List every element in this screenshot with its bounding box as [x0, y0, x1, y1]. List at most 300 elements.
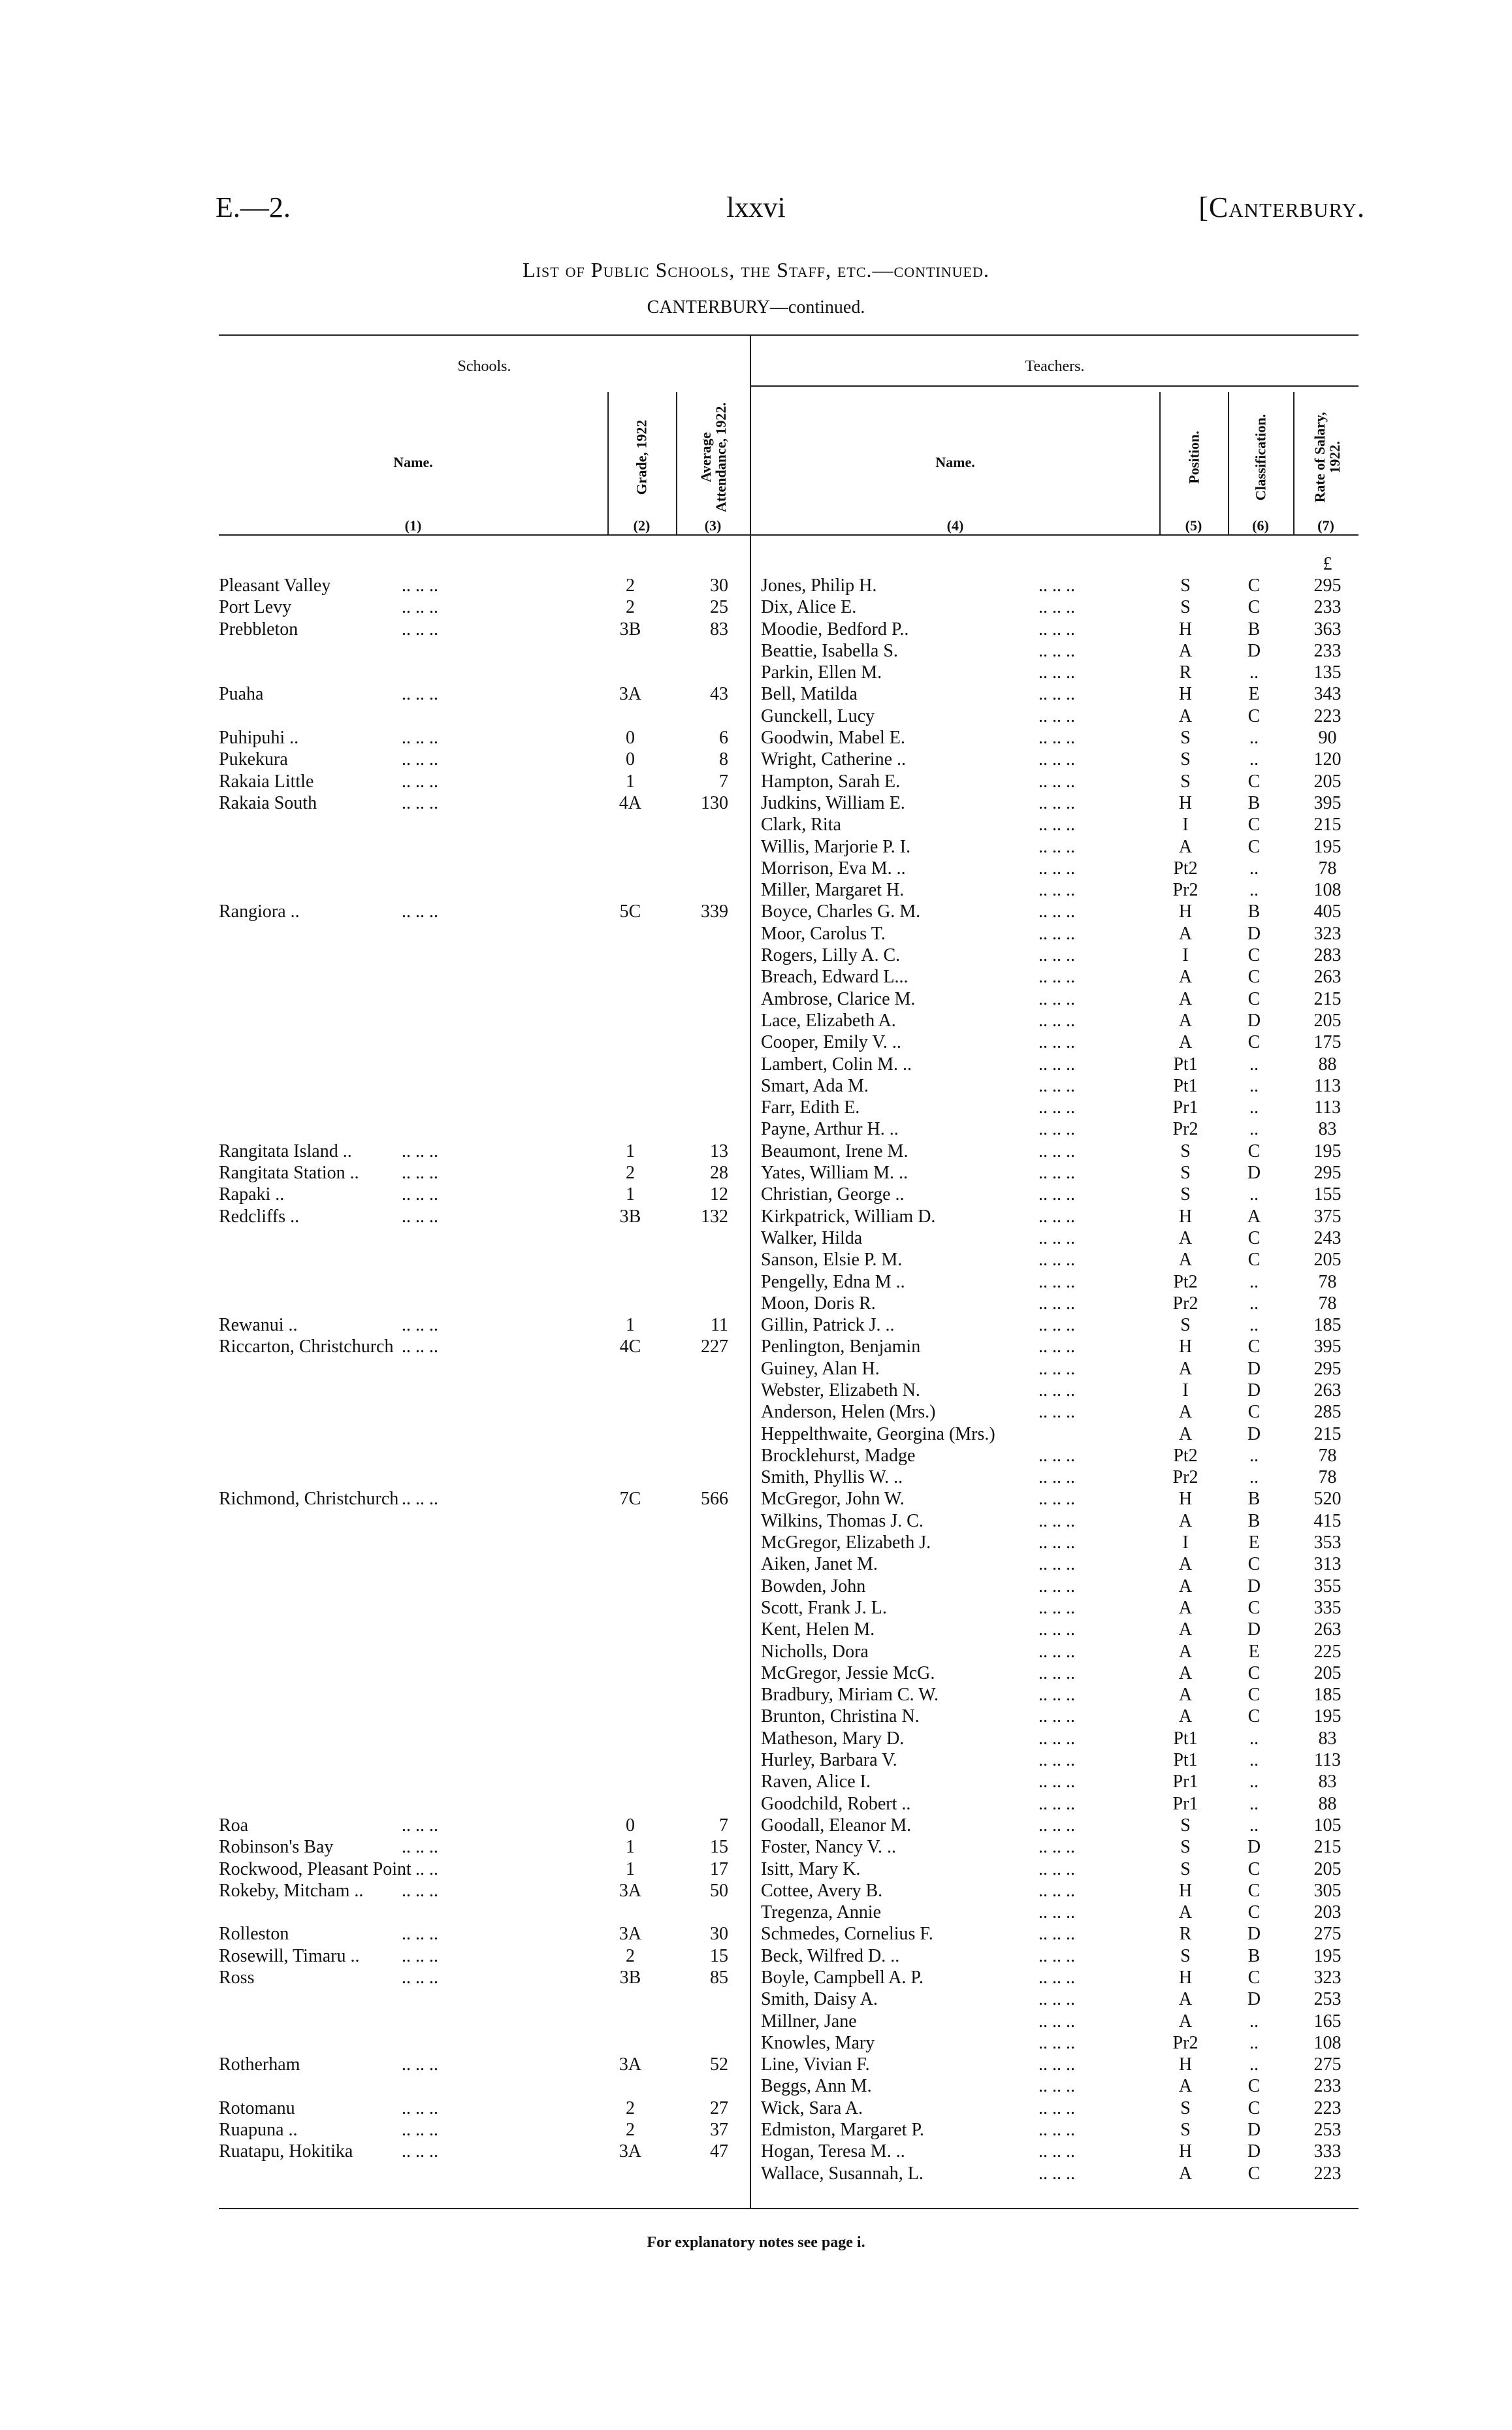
teacher-name: Brocklehurst, Madge	[761, 1445, 916, 1466]
grade: 4A	[619, 792, 642, 813]
grade: 1	[626, 1184, 635, 1205]
classification: C	[1247, 1032, 1261, 1053]
grade: 2	[626, 1163, 635, 1184]
teacher-name: Schmedes, Cornelius F.	[761, 1924, 933, 1945]
position: S	[1180, 728, 1191, 749]
classification: B	[1247, 619, 1261, 640]
position: A	[1178, 1662, 1193, 1683]
leader-dots: .. .. ..	[402, 728, 438, 749]
school-name: Rosewill, Timaru ..	[219, 1945, 360, 1966]
leader-dots: .. .. ..	[1038, 1336, 1075, 1357]
teacher-name: Penlington, Benjamin	[761, 1336, 921, 1357]
teacher-name: Tregenza, Annie	[761, 1902, 882, 1923]
leader-dots: .. .. ..	[1038, 1576, 1075, 1596]
position: S	[1180, 1163, 1191, 1184]
leader-dots: .. .. ..	[402, 2054, 438, 2075]
attendance: 7	[719, 1815, 728, 1836]
teacher-name: Miller, Margaret H.	[761, 880, 905, 901]
teacher-name: Gunckell, Lucy	[761, 705, 875, 726]
position: A	[1178, 836, 1193, 857]
teacher-name: Goodwin, Mabel E.	[761, 728, 905, 749]
leader-dots: .. .. ..	[1038, 988, 1075, 1009]
position: A	[1178, 1010, 1193, 1031]
table-row	[0, 1662, 1512, 1684]
teacher-name: Bell, Matilda	[761, 684, 858, 705]
col-divider-6	[1293, 392, 1295, 534]
school-name: Ruatapu, Hokitika	[219, 2141, 353, 2162]
classification: D	[1247, 923, 1261, 944]
school-name: Rakaia Little	[219, 771, 314, 792]
teacher-name: Raven, Alice I.	[761, 1772, 871, 1792]
position: A	[1178, 1597, 1193, 1618]
classification: ..	[1249, 1119, 1259, 1140]
position: A	[1178, 640, 1193, 661]
table-row	[0, 1141, 1512, 1162]
position: Pt1	[1173, 1728, 1198, 1749]
position: Pt1	[1173, 1075, 1198, 1096]
classification: ..	[1249, 1315, 1259, 1336]
classification: C	[1247, 705, 1261, 726]
position: A	[1178, 1989, 1193, 2010]
salary: 78	[1318, 1293, 1337, 1314]
classification: C	[1247, 1402, 1261, 1423]
salary-header: Rate of Salary, 1922.	[1311, 412, 1343, 503]
position: I	[1182, 1380, 1189, 1401]
salary: 113	[1314, 1750, 1341, 1771]
leader-dots: .. .. ..	[1038, 1706, 1075, 1727]
salary: 120	[1313, 749, 1342, 770]
classification: C	[1247, 1662, 1261, 1683]
salary: 155	[1313, 1184, 1342, 1205]
table-row	[0, 2119, 1512, 2141]
leader-dots: .. .. ..	[1038, 1293, 1075, 1314]
leader-dots: .. .. ..	[1038, 684, 1075, 705]
leader-dots: .. .. ..	[1038, 1010, 1075, 1031]
school-name: Rockwood, Pleasant Point	[219, 1858, 411, 1879]
teacher-name: Boyce, Charles G. M.	[761, 901, 921, 922]
teacher-name: Gillin, Patrick J. ..	[761, 1315, 895, 1336]
table-row	[0, 1162, 1512, 1184]
leader-dots: .. .. ..	[1038, 662, 1075, 683]
leader-dots: .. .. ..	[402, 1489, 438, 1510]
teacher-name: Beattie, Isabella S.	[761, 640, 898, 661]
position: R	[1179, 662, 1192, 683]
page-number: lxxvi	[726, 191, 786, 223]
classification: ..	[1249, 728, 1259, 749]
classification: B	[1247, 1510, 1261, 1531]
position: I	[1182, 815, 1189, 835]
leader-dots: .. .. ..	[402, 771, 438, 792]
salary: 335	[1313, 1597, 1342, 1618]
leader-dots: .. .. ..	[402, 749, 438, 770]
teacher-name: Isitt, Mary K.	[761, 1858, 861, 1879]
attendance-header: Average Attendance, 1922.	[697, 402, 729, 513]
table-row	[0, 1097, 1512, 1118]
classification: B	[1247, 792, 1261, 813]
leader-dots: .. .. ..	[402, 2141, 438, 2162]
teacher-name: Moon, Doris R.	[761, 1293, 876, 1314]
attendance: 28	[710, 1163, 728, 1184]
attendance: 50	[710, 1880, 728, 1901]
classification: D	[1247, 640, 1261, 661]
table-row	[0, 705, 1512, 727]
salary: 195	[1313, 1945, 1342, 1966]
leader-dots: .. .. ..	[1038, 1097, 1075, 1118]
table-row	[0, 749, 1512, 770]
teacher-name: Guiney, Alan H.	[761, 1358, 880, 1379]
leader-dots: .. .. ..	[402, 1141, 438, 1161]
salary: 305	[1313, 1880, 1342, 1901]
position: S	[1180, 771, 1191, 792]
position: Pr2	[1172, 1293, 1198, 1314]
leader-dots: .. .. ..	[1038, 1032, 1075, 1053]
grade: 1	[626, 1141, 635, 1161]
leader-dots: .. .. ..	[1038, 1728, 1075, 1749]
teacher-name: Webster, Elizabeth N.	[761, 1380, 920, 1401]
position: H	[1178, 1968, 1193, 1988]
salary: 323	[1313, 923, 1342, 944]
column-number-4: (4)	[946, 517, 964, 534]
position: S	[1180, 1184, 1191, 1205]
position: Pt1	[1173, 1750, 1198, 1771]
salary: 185	[1313, 1685, 1342, 1706]
table-row	[0, 879, 1512, 901]
school-name: Robinson's Bay	[219, 1837, 334, 1858]
teacher-name: Heppelthwaite, Georgina (Mrs.)	[761, 1423, 995, 1444]
leader-dots: .. .. ..	[1038, 1163, 1075, 1184]
table-row	[0, 1728, 1512, 1749]
salary: 275	[1313, 2054, 1342, 2075]
leader-dots: .. .. ..	[402, 597, 438, 618]
position: A	[1178, 705, 1193, 726]
attendance: 132	[701, 1206, 728, 1227]
table-row	[0, 2098, 1512, 2119]
salary: 223	[1313, 2098, 1342, 2118]
col-divider-1	[607, 392, 609, 534]
position: A	[1178, 1250, 1193, 1271]
salary: 285	[1313, 1402, 1342, 1423]
grade: 1	[626, 1837, 635, 1858]
teacher-name: Brunton, Christina N.	[761, 1706, 920, 1727]
classification: D	[1247, 1989, 1261, 2010]
classification: ..	[1249, 1728, 1259, 1749]
position: S	[1180, 2098, 1191, 2118]
salary: 313	[1313, 1554, 1342, 1575]
attendance: 11	[711, 1315, 728, 1336]
teacher-name: Knowles, Mary	[761, 2032, 875, 2053]
classification: ..	[1249, 662, 1259, 683]
grade: 2	[626, 2098, 635, 2118]
column-number-3: (3)	[704, 517, 722, 534]
salary: 78	[1318, 858, 1337, 879]
attendance: 130	[701, 792, 728, 813]
table-row	[0, 1749, 1512, 1771]
salary: 223	[1313, 705, 1342, 726]
column-number-1: (1)	[404, 517, 422, 534]
leader-dots: .. .. ..	[1038, 1924, 1075, 1945]
school-name: Rangitata Island ..	[219, 1141, 352, 1161]
leader-dots: .. .. ..	[402, 1184, 438, 1205]
page-region: [Canterbury.	[1198, 191, 1365, 223]
footnote: For explanatory notes see page i.	[647, 2234, 865, 2251]
teacher-name: Farr, Edith E.	[761, 1097, 860, 1118]
classification: C	[1247, 836, 1261, 857]
salary: 353	[1313, 1532, 1342, 1553]
teacher-name: Line, Vivian F.	[761, 2054, 870, 2075]
salary: 215	[1313, 815, 1342, 835]
attendance: 37	[710, 2120, 728, 2141]
teacher-name: Hogan, Teresa M. ..	[761, 2141, 905, 2162]
leader-dots: .. .. ..	[1038, 945, 1075, 966]
table-row	[0, 1793, 1512, 1815]
header-bottom-rule	[219, 534, 1359, 536]
teacher-name: Sanson, Elsie P. M.	[761, 1250, 903, 1271]
classification: E	[1248, 1532, 1260, 1553]
teacher-name: Cottee, Avery B.	[761, 1880, 883, 1901]
school-name: Rangitata Station ..	[219, 1163, 359, 1184]
teacher-name: Hurley, Barbara V.	[761, 1750, 897, 1771]
classification: C	[1247, 1554, 1261, 1575]
attendance: 12	[710, 1184, 728, 1205]
school-name: Rapaki ..	[219, 1184, 285, 1205]
table-row	[0, 901, 1512, 922]
classification: ..	[1249, 2011, 1259, 2032]
leader-dots: .. .. ..	[402, 575, 438, 596]
grade: 2	[626, 575, 635, 596]
grade: 3B	[619, 1206, 641, 1227]
leader-dots: .. .. ..	[1038, 2032, 1075, 2053]
teacher-name: Smith, Phyllis W. ..	[761, 1467, 903, 1488]
attendance: 25	[710, 597, 728, 618]
teacher-name: Wick, Sara A.	[761, 2098, 863, 2118]
classification: ..	[1249, 1467, 1259, 1488]
leader-dots: .. .. ..	[1038, 1489, 1075, 1510]
teacher-name: Wilkins, Thomas J. C.	[761, 1510, 924, 1531]
salary: 108	[1313, 2032, 1342, 2053]
leader-dots: .. .. ..	[1038, 1902, 1075, 1923]
attendance: 566	[701, 1489, 728, 1510]
classification: B	[1247, 901, 1261, 922]
salary: 205	[1313, 1858, 1342, 1879]
classification: C	[1247, 1597, 1261, 1618]
table-row	[0, 662, 1512, 683]
leader-dots: .. .. ..	[402, 1336, 438, 1357]
position: H	[1178, 901, 1193, 922]
classification: C	[1247, 575, 1261, 596]
position: Pr2	[1172, 2032, 1198, 2053]
table-row	[0, 792, 1512, 814]
teachers-group-rule	[751, 385, 1359, 387]
attendance: 83	[710, 619, 728, 640]
position: Pr2	[1172, 1467, 1198, 1488]
schools-group-header: Schools.	[457, 358, 511, 375]
leader-dots: .. .. ..	[1038, 1597, 1075, 1618]
position: S	[1180, 1837, 1191, 1858]
leader-dots: .. .. ..	[402, 792, 438, 813]
leader-dots: .. .. ..	[1038, 1380, 1075, 1401]
classification: ..	[1249, 1097, 1259, 1118]
position: H	[1178, 2054, 1193, 2075]
position: S	[1180, 749, 1191, 770]
table-row	[0, 1075, 1512, 1097]
attendance: 47	[710, 2141, 728, 2162]
position: A	[1178, 1619, 1193, 1640]
attendance: 52	[710, 2054, 728, 2075]
attendance: 227	[701, 1336, 728, 1357]
leader-dots: .. .. ..	[1038, 1227, 1075, 1248]
column-number-7: (7)	[1317, 517, 1334, 534]
attendance: 17	[710, 1858, 728, 1879]
attendance: 7	[719, 771, 728, 792]
position: S	[1180, 1315, 1191, 1336]
table-row	[0, 1880, 1512, 1902]
page-section-code: E.—2.	[216, 191, 291, 223]
salary: 105	[1313, 1815, 1342, 1836]
classification: C	[1247, 597, 1261, 618]
salary: 83	[1318, 1772, 1337, 1792]
table-row	[0, 836, 1512, 858]
table-row	[0, 1118, 1512, 1140]
table-row	[0, 2141, 1512, 2162]
position: A	[1178, 2011, 1193, 2032]
position: I	[1182, 945, 1189, 966]
position: S	[1180, 1945, 1191, 1966]
grade: 0	[626, 749, 635, 770]
grade: 3B	[619, 1968, 641, 1988]
school-name: Riccarton, Christchurch	[219, 1336, 394, 1357]
leader-dots: .. .. ..	[402, 2098, 438, 2118]
leader-dots: .. .. ..	[1038, 1054, 1075, 1075]
salary: 263	[1313, 1380, 1342, 1401]
table-row	[0, 923, 1512, 945]
salary: 343	[1313, 684, 1342, 705]
salary: 295	[1313, 575, 1342, 596]
teacher-name: Bradbury, Miriam C. W.	[761, 1685, 939, 1706]
classification-header: Classification.	[1252, 413, 1269, 501]
table-row	[0, 1945, 1512, 1967]
salary: 355	[1313, 1576, 1342, 1596]
table-row	[0, 1553, 1512, 1575]
table-bottom-rule	[219, 2208, 1359, 2209]
leader-dots: .. .. ..	[402, 1945, 438, 1966]
classification: C	[1247, 2098, 1261, 2118]
teacher-name: Dix, Alice E.	[761, 597, 857, 618]
classification: C	[1247, 988, 1261, 1009]
leader-dots: .. .. ..	[1038, 1989, 1075, 2010]
school-name: Rotherham	[219, 2054, 300, 2075]
salary: 323	[1313, 1968, 1342, 1988]
leader-dots: .. .. ..	[402, 2120, 438, 2141]
salary: 185	[1313, 1315, 1342, 1336]
salary: 165	[1313, 2011, 1342, 2032]
school-name: Rakaia South	[219, 792, 317, 813]
attendance: 6	[719, 728, 728, 749]
school-name: Rolleston	[219, 1924, 289, 1945]
salary: 225	[1313, 1641, 1342, 1662]
salary: 405	[1313, 901, 1342, 922]
teacher-name: Anderson, Helen (Mrs.)	[761, 1402, 936, 1423]
classification: D	[1247, 1358, 1261, 1379]
table-row	[0, 1923, 1512, 1945]
classification: E	[1248, 1641, 1260, 1662]
teacher-name: Smart, Ada M.	[761, 1075, 869, 1096]
teacher-name: McGregor, John W.	[761, 1489, 905, 1510]
classification: ..	[1249, 1271, 1259, 1292]
table-row	[0, 1249, 1512, 1271]
classification: D	[1247, 2120, 1261, 2141]
position: A	[1178, 1554, 1193, 1575]
table-row	[0, 988, 1512, 1010]
table-row	[0, 1576, 1512, 1597]
salary: 233	[1313, 640, 1342, 661]
classification: ..	[1249, 1054, 1259, 1075]
position: A	[1178, 988, 1193, 1009]
position: A	[1178, 967, 1193, 988]
classification: D	[1247, 1010, 1261, 1031]
grade: 0	[626, 1815, 635, 1836]
school-name: Rokeby, Mitcham ..	[219, 1880, 364, 1901]
leader-dots: .. .. ..	[1038, 705, 1075, 726]
leader-dots: .. .. ..	[1038, 619, 1075, 640]
leader-dots: .. .. ..	[1038, 815, 1075, 835]
salary: 78	[1318, 1271, 1337, 1292]
position: Pt2	[1173, 1445, 1198, 1466]
teacher-name: Edmiston, Margaret P.	[761, 2120, 924, 2141]
classification: ..	[1249, 1075, 1259, 1096]
position: Pr1	[1172, 1097, 1198, 1118]
salary: 243	[1313, 1227, 1342, 1248]
school-name: Rewanui ..	[219, 1315, 298, 1336]
grade: 3A	[619, 684, 642, 705]
teacher-name: McGregor, Elizabeth J.	[761, 1532, 931, 1553]
salary: 395	[1313, 792, 1342, 813]
attendance: 15	[710, 1837, 728, 1858]
teacher-name: Moodie, Bedford P..	[761, 619, 909, 640]
leader-dots: .. .. ..	[1038, 923, 1075, 944]
teacher-name: Smith, Daisy A.	[761, 1989, 878, 2010]
position: A	[1178, 1576, 1193, 1596]
leader-dots: .. .. ..	[1038, 1467, 1075, 1488]
table-row	[0, 1466, 1512, 1488]
position: S	[1180, 597, 1191, 618]
teacher-name: Ambrose, Clarice M.	[761, 988, 916, 1009]
grade: 3A	[619, 1924, 642, 1945]
salary: 395	[1313, 1336, 1342, 1357]
leader-dots: .. .. ..	[1038, 858, 1075, 879]
classification: ..	[1249, 1293, 1259, 1314]
salary: 215	[1313, 988, 1342, 1009]
salary: 233	[1313, 597, 1342, 618]
table-row	[0, 771, 1512, 792]
salary: 78	[1318, 1445, 1337, 1466]
school-name: Rotomanu	[219, 2098, 295, 2118]
page-subtitle: CANTERBURY—continued.	[647, 297, 865, 317]
classification: D	[1247, 2141, 1261, 2162]
teacher-name: Kirkpatrick, William D.	[761, 1206, 936, 1227]
salary: 113	[1314, 1075, 1341, 1096]
salary: 520	[1313, 1489, 1342, 1510]
teacher-name: Morrison, Eva M. ..	[761, 858, 906, 879]
table-row	[0, 1488, 1512, 1510]
classification: ..	[1249, 749, 1259, 770]
school-name: Richmond, Christchurch	[219, 1489, 399, 1510]
leader-dots: .. .. ..	[1038, 1315, 1075, 1336]
school-name: Prebbleton	[219, 619, 298, 640]
classification: C	[1247, 1858, 1261, 1879]
school-name: Ross	[219, 1968, 255, 1988]
teachers-group-header: Teachers.	[1025, 358, 1085, 375]
leader-dots: .. .. ..	[1038, 836, 1075, 857]
